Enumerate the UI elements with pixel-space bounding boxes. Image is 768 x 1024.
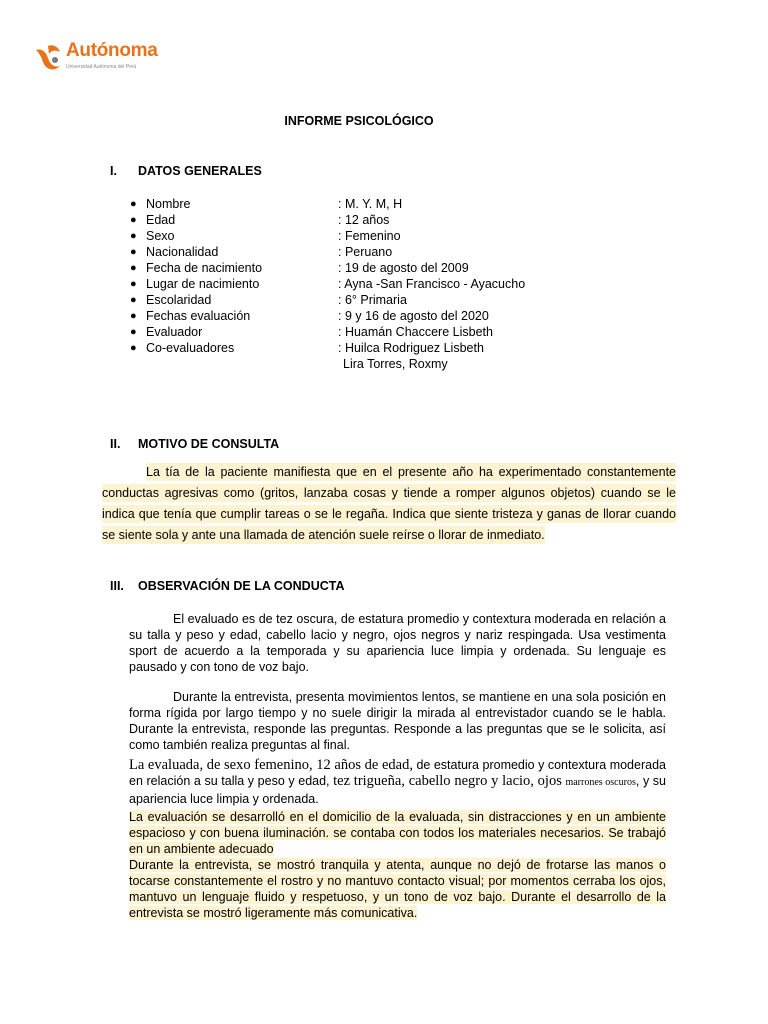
observation-paragraph-3 <box>129 757 666 807</box>
section-heading-datos <box>110 164 262 178</box>
field-label: Fechas evaluación <box>146 309 251 323</box>
field-label: Lugar de nacimiento <box>146 277 260 291</box>
bullet-icon: ● <box>130 342 137 354</box>
observation-paragraph-5 <box>129 857 666 921</box>
observation-paragraph-1 <box>129 611 666 675</box>
bullet-icon: ● <box>130 294 137 306</box>
field-value: : M. Y. M, H <box>338 197 403 211</box>
observation-text: marrones oscuros <box>565 777 636 788</box>
field-value: : Huilca Rodriguez Lisbeth <box>338 341 484 355</box>
section-heading-observacion <box>110 579 345 593</box>
document-title: INFORME PSICOLÓGICO <box>284 114 434 128</box>
field-value: : 12 años <box>338 213 390 227</box>
bullet-icon: ● <box>130 262 137 274</box>
observation-text: de estatura promedio y contextura moderada en relación a su talla y peso y edad, <box>129 758 666 788</box>
section-title: MOTIVO DE CONSULTA <box>138 437 280 451</box>
observation-text: Durante la entrevista, se mostró tranquila y atenta, aunque no dejó de frotarse las manos o tocarse constantemente el rostro y no mantuvo contacto visual; por momentos cerraba los ojos, mantuvo un lenguaje fluido y respetuoso, y un tono de voz bajo. Durante el desarrollo de la entrevista se mostró ligeramente más comunicativa. <box>129 858 666 920</box>
field-label: Nacionalidad <box>146 245 219 259</box>
field-label: Co-evaluadores <box>146 341 235 355</box>
field-value: : 9 y 16 de agosto del 2020 <box>338 309 489 323</box>
observation-text: tez trigueña, cabello negro y lacio, ojos <box>333 773 562 789</box>
coevaluator-extra: Lira Torres, Roxmy <box>343 357 448 371</box>
logo-subtitle: Universidad Autónoma del Perú <box>66 64 137 70</box>
field-label: Evaluador <box>146 325 203 339</box>
observation-paragraph-4 <box>129 809 666 857</box>
observation-text: Durante la entrevista, presenta movimientos lentos, se mantiene en una sola posición en forma rígida por largo tiempo y no suele dirigir la mirada al entrevistador cuando se le habla. Durante la entrevista, responde las preguntas. Responde a las preguntas que se le solicita, así como también realiza preguntas al final. <box>129 690 666 752</box>
bullet-icon: ● <box>130 198 137 210</box>
logo-mark-icon <box>34 42 64 74</box>
section-number: II. <box>110 437 121 451</box>
bullet-icon: ● <box>130 230 137 242</box>
bullet-icon: ● <box>130 278 137 290</box>
field-label: Edad <box>146 213 176 227</box>
section-heading-motivo <box>110 437 279 451</box>
bullet-icon: ● <box>130 310 137 322</box>
field-value: : 6° Primaria <box>338 293 407 307</box>
bullet-icon: ● <box>130 326 137 338</box>
motivo-paragraph <box>102 462 676 546</box>
observation-text: El evaluado es de tez oscura, de estatura promedio y contextura moderada en relación a su talla y peso y edad, cabello lacio y negro, ojos negros y nariz respingada. Usa vestimenta sport de acuerdo a la temporada y su apariencia luce limpia y ordenada. Su lenguaje es pausado y con tono de voz bajo. <box>129 612 666 674</box>
field-value: : 19 de agosto del 2009 <box>338 261 469 275</box>
field-value: : Huamán Chaccere Lisbeth <box>338 325 493 339</box>
observation-text: , y su apariencia luce limpia y ordenada. <box>129 774 667 806</box>
field-value: : Peruano <box>338 245 393 259</box>
motivo-text: La tía de la paciente manifiesta que en el presente año ha experimentado constantemente conductas agresivas como (gritos, lanzaba cosas y tiende a romper algunos objetos) cuando se le indica que tenía que cumplir tareas o se le regaña. Indica que siente tristeza y ganas de llorar cuando se siente sola y ante una llamada de atención suele reírse o llorar de inmediato. <box>102 465 676 542</box>
field-label: Fecha de nacimiento <box>146 261 263 275</box>
section-number: III. <box>110 579 124 593</box>
observation-text: La evaluada, de sexo femenino, 12 años de edad, <box>129 757 413 773</box>
field-value: : Ayna -San Francisco - Ayacucho <box>338 277 526 291</box>
field-label: Sexo <box>146 229 175 243</box>
bullet-icon: ● <box>130 214 137 226</box>
field-value: : Femenino <box>338 229 401 243</box>
bullet-icon: ● <box>130 246 137 258</box>
section-title: OBSERVACIÓN DE LA CONDUCTA <box>138 579 345 593</box>
logo-name: Autónoma <box>66 40 158 61</box>
observation-paragraph-2 <box>129 689 666 753</box>
section-title: DATOS GENERALES <box>138 164 262 178</box>
field-label: Escolaridad <box>146 293 212 307</box>
field-label: Nombre <box>146 197 191 211</box>
section-number: I. <box>110 164 117 178</box>
university-logo <box>34 40 158 78</box>
observation-text: La evaluación se desarrolló en el domicilio de la evaluada, sin distracciones y en un ambiente espacioso y con buena iluminación. se contaba con todos los materiales necesarios. Se trabajó en un ambiente adecuado <box>129 810 666 856</box>
